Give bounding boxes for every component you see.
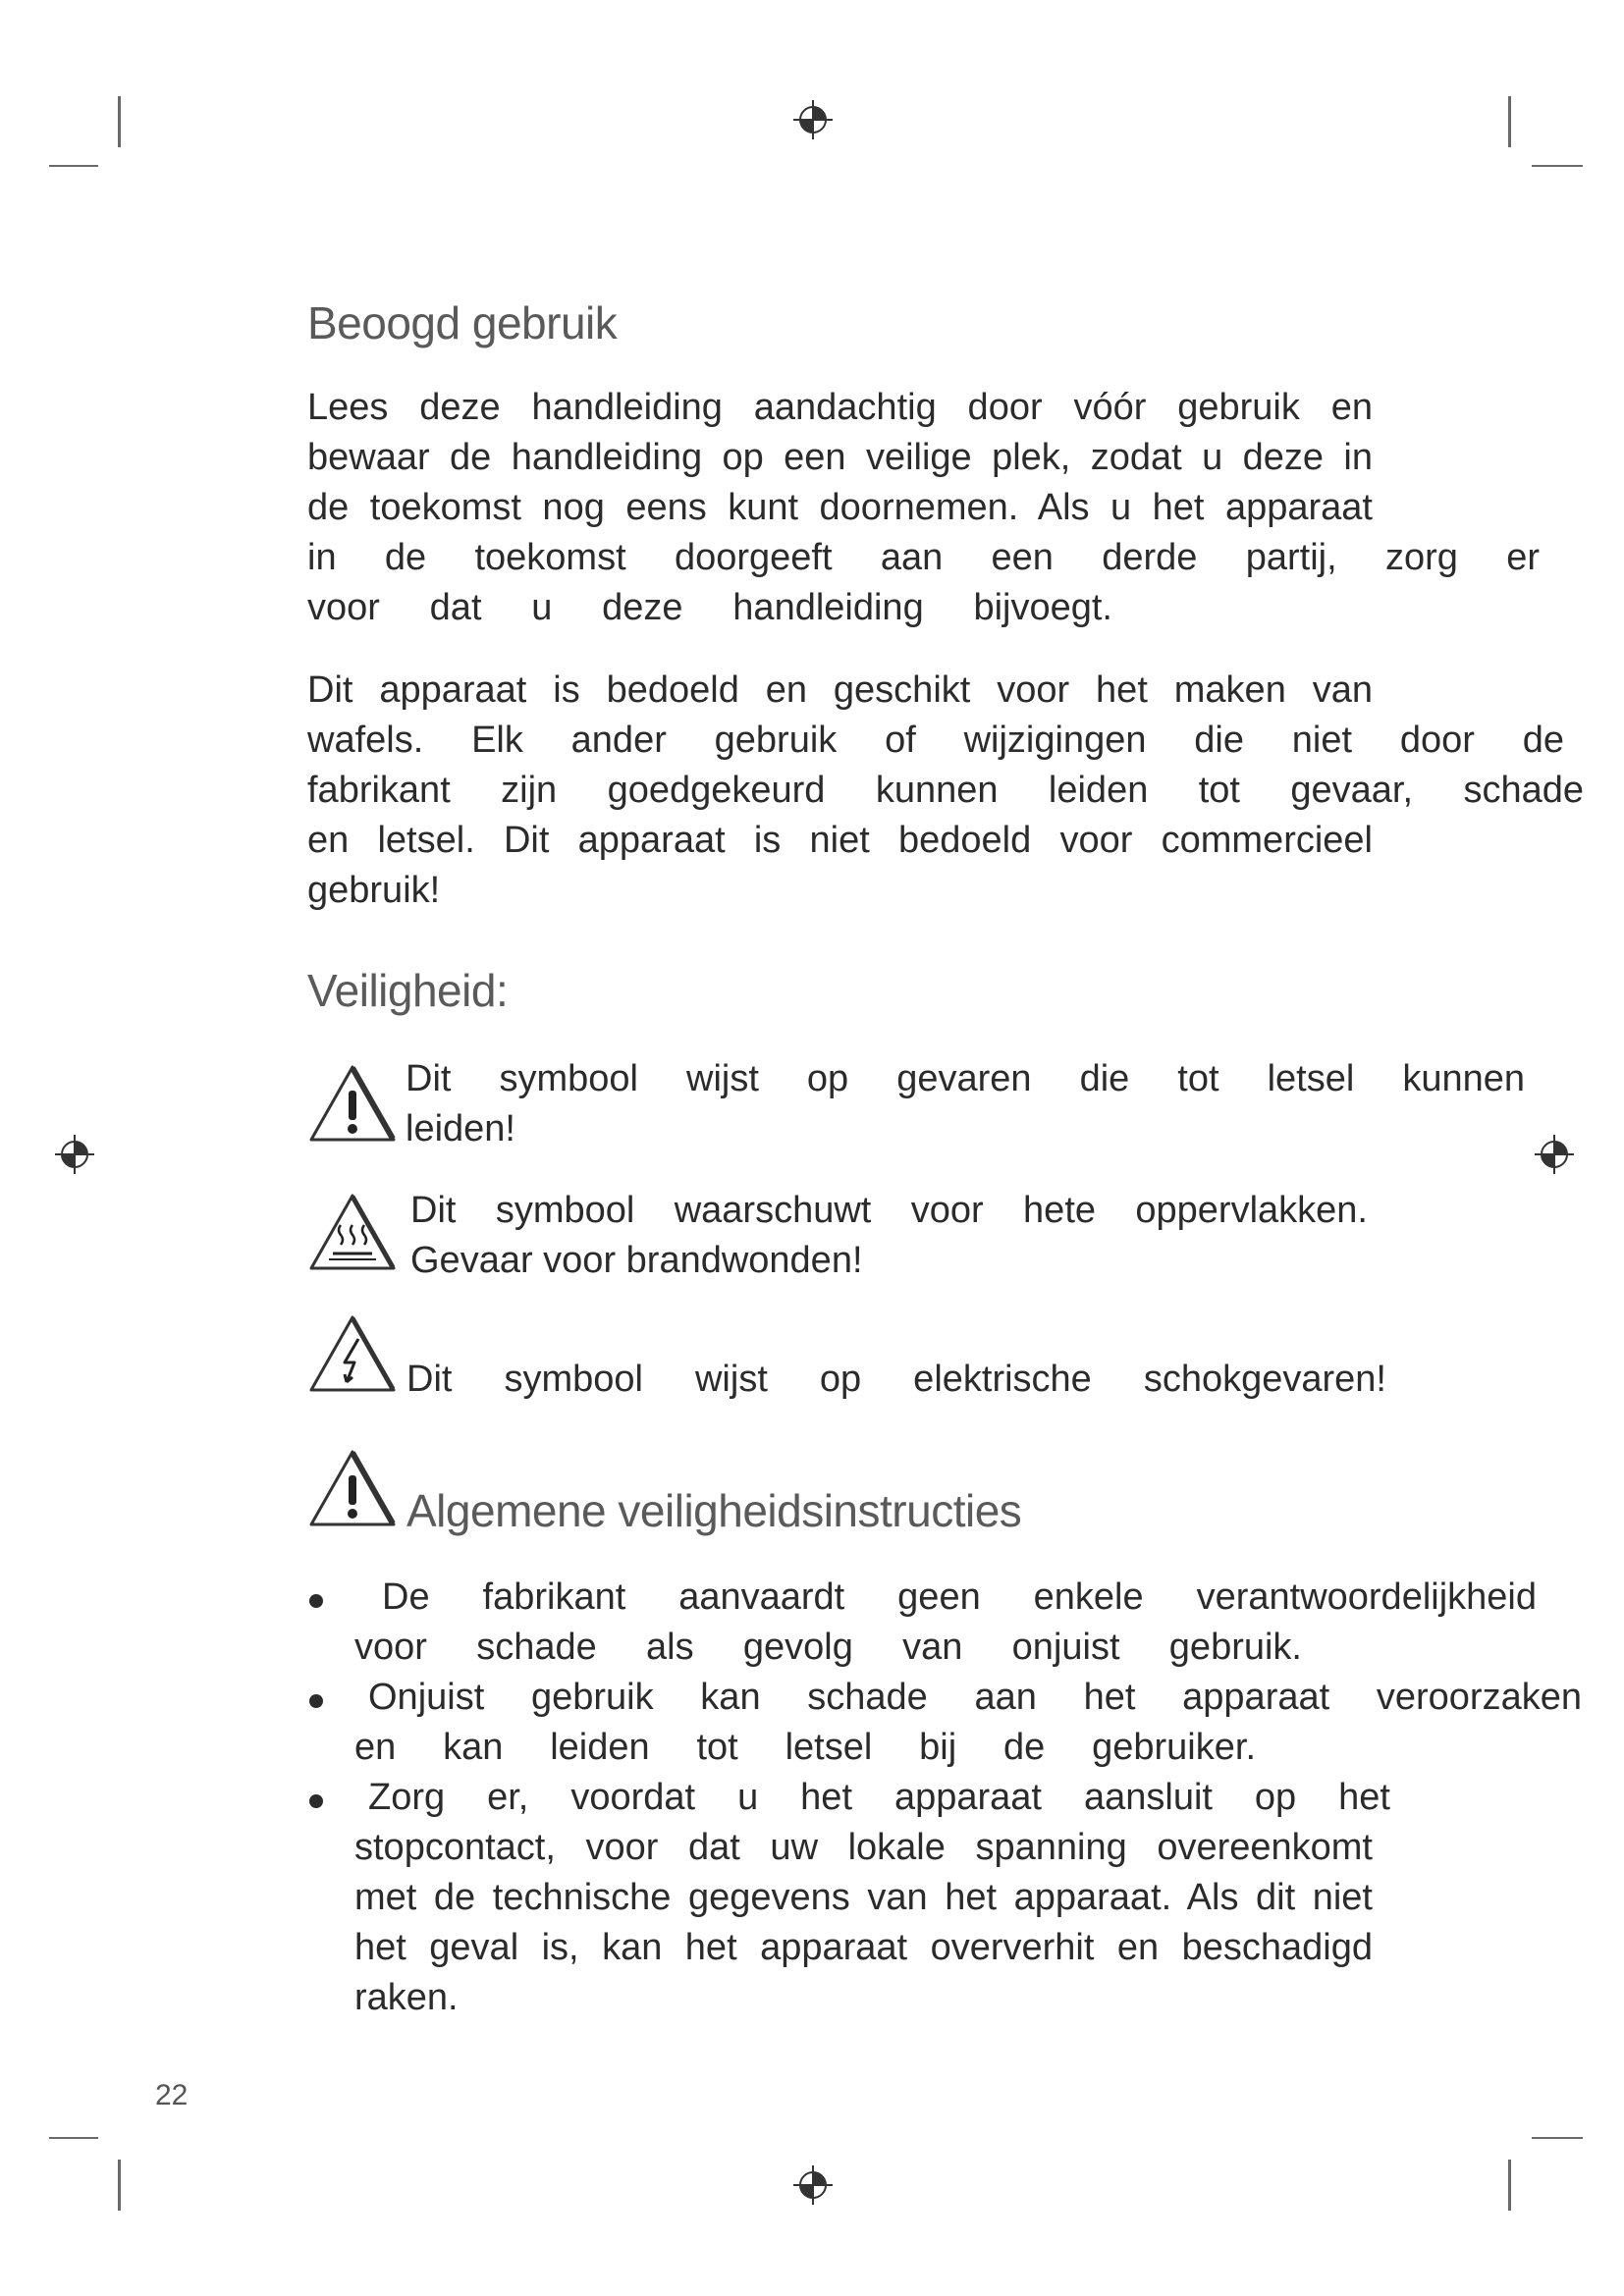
- crop-mark-bottom-right-v: [1508, 2160, 1511, 2211]
- list-item: [307, 1673, 1584, 1773]
- crop-mark-bottom-left-v: [118, 2160, 121, 2211]
- text-line: en letsel. Dit apparaat is niet bedoeld voor commercieel: [307, 820, 1373, 861]
- list-item: [307, 1773, 1584, 2023]
- registration-mark-icon: [793, 100, 833, 139]
- text-line: Lees deze handleiding aandachtig door vóór gebruik en: [307, 387, 1373, 428]
- page-number: 22: [155, 2079, 189, 2111]
- text-line: gebruik!: [307, 870, 441, 911]
- text-line: stopcontact, voor dat uw lokale spanning overeenkomt: [354, 1827, 1373, 1868]
- bullet-icon: [309, 1694, 323, 1708]
- safety-instructions-list: [307, 1573, 1584, 2023]
- crop-mark-bottom-left-h: [49, 2137, 98, 2139]
- text-line: Dit symbool wijst op elektrische schokgevaren!: [406, 1359, 1386, 1400]
- text-line: raken.: [354, 1977, 459, 2018]
- text-line: het geval is, kan het apparaat oververhit en beschadigd: [354, 1927, 1373, 1968]
- heading-general-safety: Algemene veiligheidsinstructies: [406, 1485, 1022, 1536]
- paragraph-intended-use-1: [307, 383, 1540, 633]
- registration-mark-icon: [793, 2165, 833, 2205]
- text-line: leiden!: [406, 1108, 515, 1149]
- registration-mark-icon: [55, 1135, 94, 1174]
- crop-mark-bottom-right-h: [1532, 2137, 1583, 2139]
- paragraph-intended-use-2: [307, 666, 1584, 916]
- warning-exclamation-icon: [307, 1063, 398, 1144]
- warning-exclamation-icon: [307, 1448, 398, 1528]
- text-line: fabrikant zijn goedgekeurd kunnen leiden tot gevaar, schade: [307, 770, 1584, 811]
- text-line: voor dat u deze handleiding bijvoegt.: [307, 587, 1112, 628]
- text-line: De fabrikant aanvaardt geen enkele verantwoordelijkheid: [382, 1576, 1537, 1618]
- text-line: bewaar de handleiding op een veilige plek, zodat u deze in: [307, 437, 1373, 478]
- electric-shock-icon: [307, 1313, 398, 1394]
- text-line: de toekomst nog eens kunt doornemen. Als u het apparaat: [307, 487, 1373, 528]
- text-line: met de technische gegevens van het apparaat. Als dit niet: [354, 1877, 1373, 1918]
- crop-mark-top-right-h: [1532, 165, 1583, 167]
- heading-intended-use: Beoogd gebruik: [307, 297, 618, 348]
- text-line: in de toekomst doorgeeft aan een derde partij, zorg er: [307, 537, 1540, 578]
- text-line: Dit apparaat is bedoeld en geschikt voor het maken van: [307, 669, 1373, 711]
- text-line: Dit symbool wijst op gevaren die tot letsel kunnen: [406, 1058, 1525, 1099]
- hot-surface-icon: [307, 1192, 398, 1272]
- text-line: Zorg er, voordat u het apparaat aansluit op het: [368, 1777, 1390, 1818]
- symbol-text-hot-surface: [410, 1186, 1368, 1286]
- text-line: Gevaar voor brandwonden!: [410, 1240, 863, 1281]
- text-line: Dit symbool waarschuwt voor hete oppervlakken.: [410, 1190, 1368, 1231]
- text-line: Onjuist gebruik kan schade aan het apparaat veroorzaken: [368, 1677, 1582, 1718]
- text-line: en kan leiden tot letsel bij de gebruiker.: [354, 1727, 1256, 1768]
- bullet-icon: [309, 1794, 323, 1808]
- symbol-text-electric-shock: [406, 1355, 1386, 1405]
- list-item: [307, 1573, 1584, 1673]
- heading-safety: Veiligheid:: [307, 965, 509, 1016]
- bullet-icon: [309, 1594, 323, 1608]
- crop-mark-top-left-h: [49, 165, 98, 167]
- symbol-text-injury: [406, 1054, 1525, 1154]
- crop-mark-top-right-v: [1508, 96, 1511, 147]
- text-line: wafels. Elk ander gebruik of wijzigingen die niet door de: [307, 720, 1564, 761]
- registration-mark-icon: [1535, 1135, 1574, 1174]
- text-line: voor schade als gevolg van onjuist gebruik.: [354, 1627, 1302, 1668]
- crop-mark-top-left-v: [118, 96, 121, 147]
